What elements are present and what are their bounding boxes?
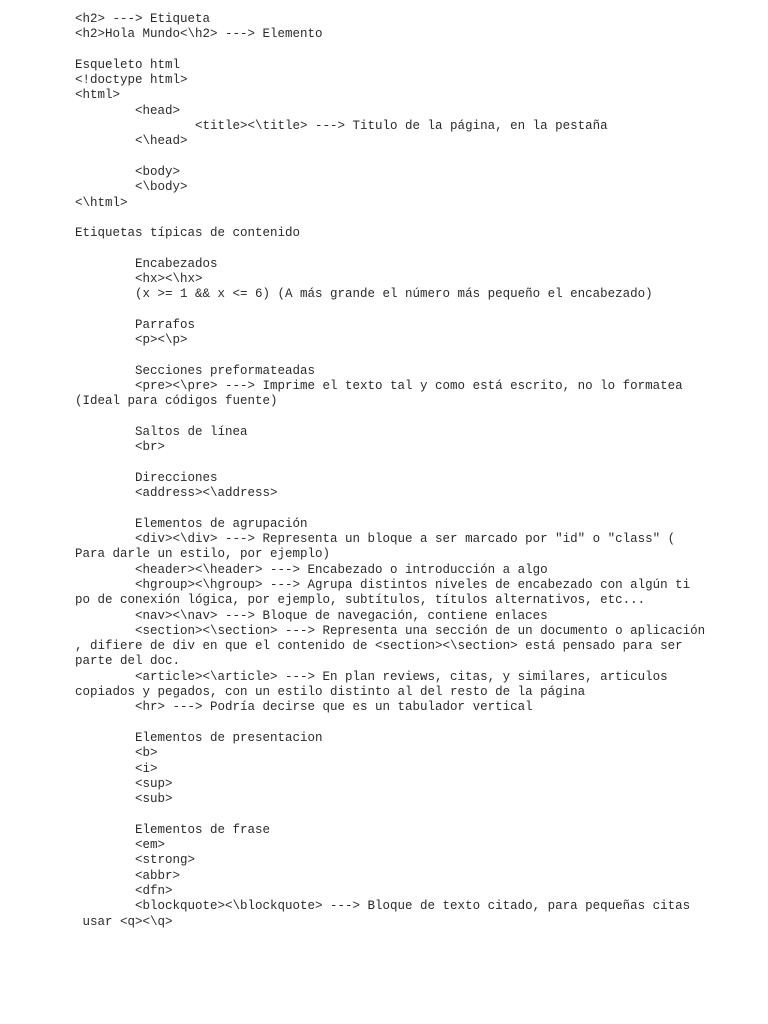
text-line: Encabezados <box>75 256 218 271</box>
text-line: <\head> <box>75 134 188 149</box>
text-line: <section><\section> ---> Representa una sección de un documento o aplicación <box>75 623 706 638</box>
text-line: <!doctype html> <box>75 73 188 88</box>
text-line: <hr> ---> Podría decirse que es un tabulador vertical <box>75 700 533 715</box>
text-line: <html> <box>75 88 121 103</box>
text-line: <body> <box>75 164 181 179</box>
text-line: <\body> <box>75 180 188 195</box>
document-page <box>75 12 745 930</box>
text-line: <em> <box>75 838 166 853</box>
text-line <box>75 502 745 517</box>
text-line <box>75 716 745 731</box>
text-line: <b> <box>75 746 158 761</box>
text-line: <address><\address> <box>75 486 278 501</box>
text-line: <strong> <box>75 853 196 868</box>
text-line: copiados y pegados, con un estilo distinto al del resto de la página <box>75 685 586 700</box>
text-line: (x >= 1 && x <= 6) (A más grande el número más pequeño el encabezado) <box>75 287 653 302</box>
text-line: <h2>Hola Mundo<\h2> ---> Elemento <box>75 27 323 42</box>
text-line: <title><\title> ---> Titulo de la página, en la pestaña <box>75 119 608 134</box>
text-line: <hx><\hx> <box>75 272 203 287</box>
text-line <box>75 456 745 471</box>
text-line <box>75 211 745 226</box>
text-line <box>75 303 745 318</box>
text-line <box>75 43 745 58</box>
text-line: Esqueleto html <box>75 57 181 72</box>
text-line: po de conexión lógica, por ejemplo, subtítulos, títulos alternativos, etc... <box>75 593 646 608</box>
text-line: Para darle un estilo, por ejemplo) <box>75 547 331 562</box>
text-line: Elementos de frase <box>75 822 271 837</box>
text-line <box>75 241 745 256</box>
text-line: usar <q><\q> <box>75 914 173 929</box>
text-line: Elementos de presentacion <box>75 730 323 745</box>
text-line: parte del doc. <box>75 654 181 669</box>
text-line <box>75 349 745 364</box>
text-line: <sub> <box>75 792 173 807</box>
text-line: <div><\div> ---> Representa un bloque a ser marcado por "id" o "class" ( <box>75 532 676 547</box>
text-line: <p><\p> <box>75 333 188 348</box>
text-line: <head> <box>75 103 181 118</box>
text-line: <blockquote><\blockquote> ---> Bloque de texto citado, para pequeñas citas <box>75 899 691 914</box>
text-line: <abbr> <box>75 868 181 883</box>
text-line: <i> <box>75 761 158 776</box>
text-line: , difiere de div en que el contenido de <section><\section> está pensado para ser <box>75 639 683 654</box>
text-line: Secciones preformateadas <box>75 363 316 378</box>
text-line: <h2> ---> Etiqueta <box>75 12 211 26</box>
text-line: <nav><\nav> ---> Bloque de navegación, contiene enlaces <box>75 608 548 623</box>
text-line: Parrafos <box>75 317 196 332</box>
text-line <box>75 410 745 425</box>
text-line: Etiquetas típicas de contenido <box>75 226 301 241</box>
text-line: Direcciones <box>75 470 218 485</box>
text-line: Elementos de agrupación <box>75 516 308 531</box>
text-line: <br> <box>75 440 166 455</box>
text-line: <sup> <box>75 776 173 791</box>
text-line <box>75 807 745 822</box>
text-line: (Ideal para códigos fuente) <box>75 394 278 409</box>
text-line: <hgroup><\hgroup> ---> Agrupa distintos niveles de encabezado con algún ti <box>75 577 691 592</box>
text-line: <\html> <box>75 195 128 210</box>
text-line: Saltos de línea <box>75 425 248 440</box>
text-line: <article><\article> ---> En plan reviews, citas, y similares, articulos <box>75 669 668 684</box>
text-line: <pre><\pre> ---> Imprime el texto tal y como está escrito, no lo formatea <box>75 379 683 394</box>
text-line: <header><\header> ---> Encabezado o introducción a algo <box>75 562 548 577</box>
text-line: <dfn> <box>75 883 173 898</box>
text-line <box>75 150 745 165</box>
